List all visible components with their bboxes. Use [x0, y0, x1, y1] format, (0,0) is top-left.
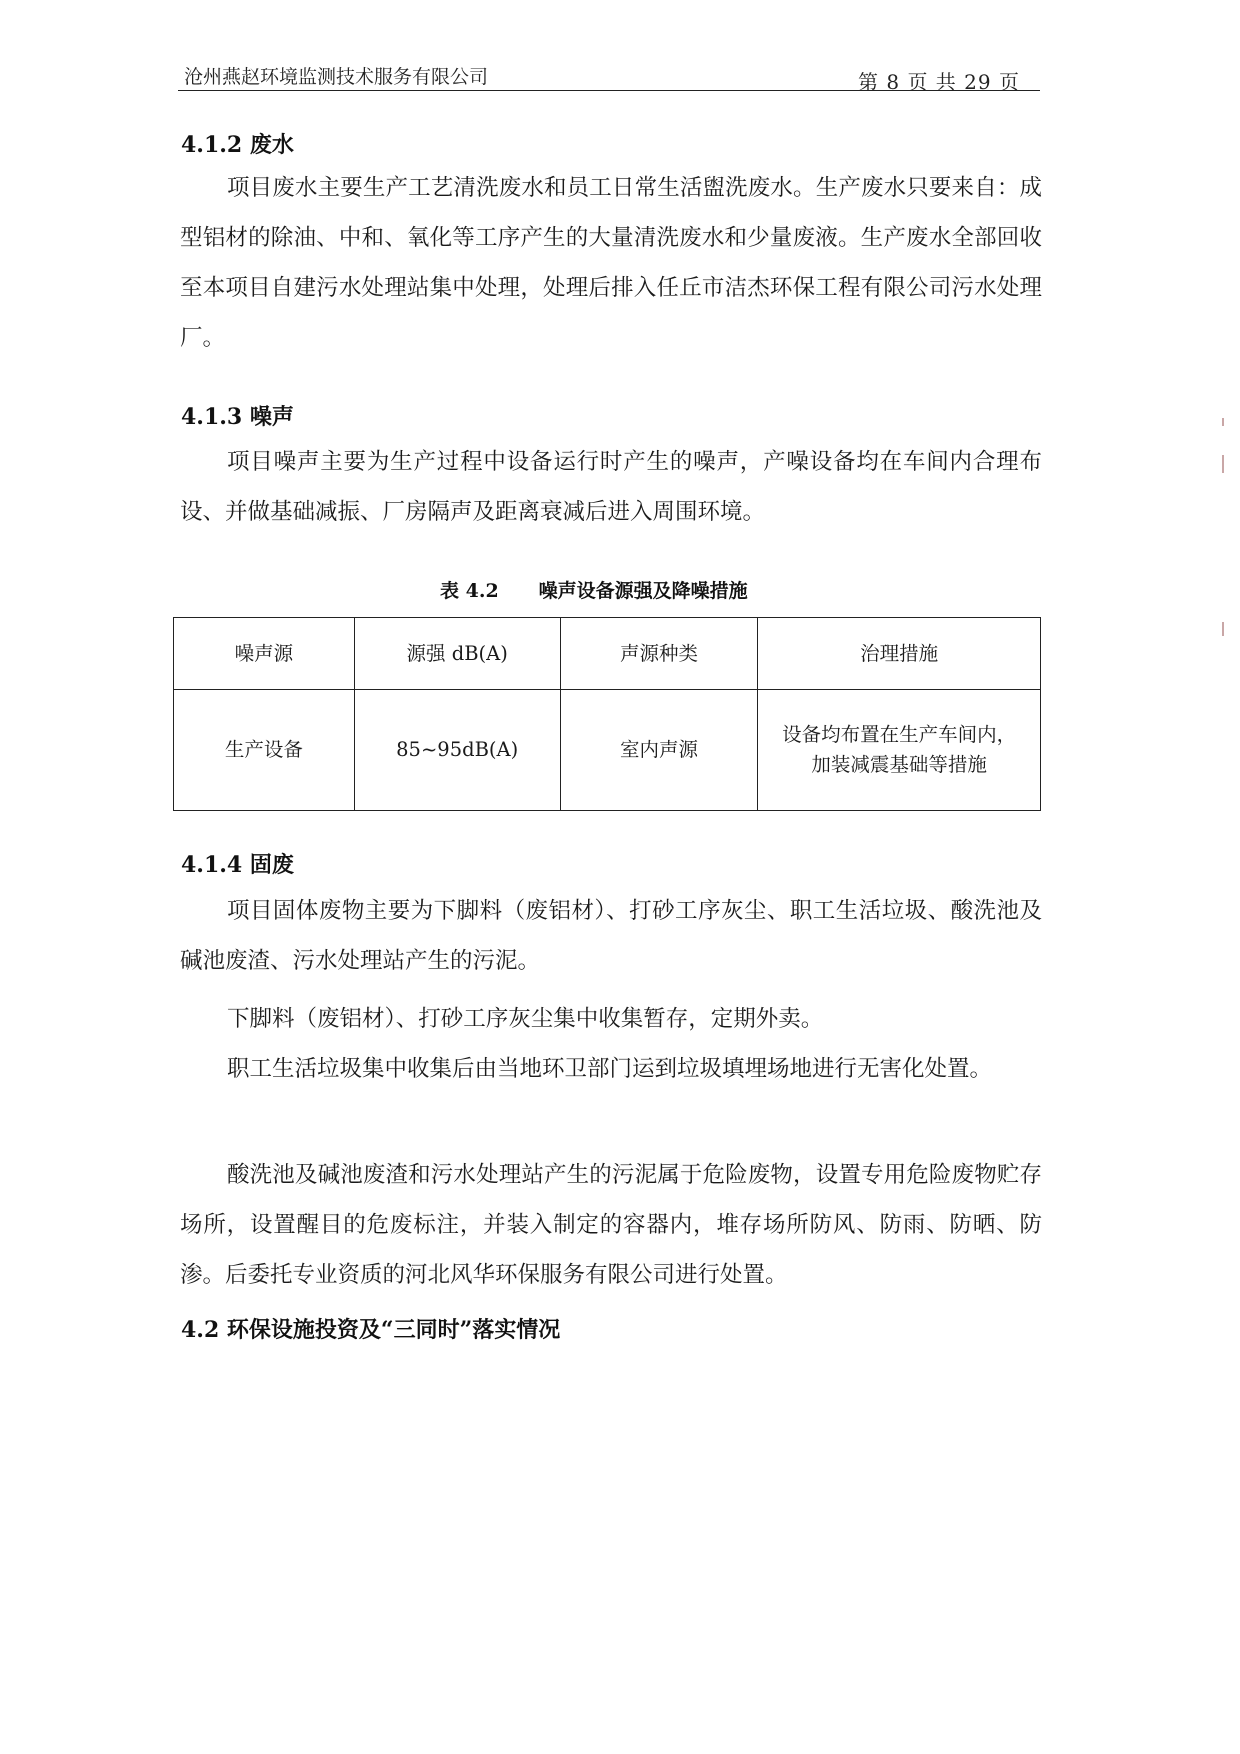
- heading-wastewater: 4.1.2 废水: [181, 132, 294, 158]
- paragraph-noise: 项目噪声主要为生产过程中设备运行时产生的噪声，产噪设备均在车间内合理布设、并做基础减振、厂房隔声及距离衰减后进入周围环境。: [180, 449, 1042, 525]
- table-header-row: [174, 618, 1041, 690]
- heading-noise: 4.1.3 噪声: [181, 404, 294, 430]
- table-header-cell: 噪声源: [174, 618, 355, 690]
- scan-mark: [1222, 418, 1224, 426]
- noise-table: [173, 617, 1041, 811]
- header-company: 沧州燕赵环境监测技术服务有限公司: [184, 66, 489, 88]
- measure-line-2: 加装减震基础等措施: [811, 753, 987, 776]
- paragraph-solid-waste-3: 职工生活垃圾集中收集后由当地环卫部门运到垃圾填埋场地进行无害化处置。: [227, 1056, 993, 1082]
- table-caption: [440, 576, 748, 603]
- scan-mark: [1222, 455, 1224, 473]
- table-header-cell: 治理措施: [758, 618, 1041, 690]
- paragraph-solid-waste-2: 下脚料（废铝材）、打砂工序灰尘集中收集暂存，定期外卖。: [227, 1006, 824, 1032]
- table-caption-number: 表 4.2: [440, 580, 499, 602]
- paragraph-solid-waste-1: 项目固体废物主要为下脚料（废铝材）、打砂工序灰尘、职工生活垃圾、酸洗池及碱池废渣、污水处理站产生的污泥。: [180, 898, 1042, 974]
- measure-line-1: 设备均布置在生产车间内，: [782, 723, 1017, 746]
- heading-investment: 4.2 环保设施投资及“三同时”落实情况: [181, 1317, 561, 1343]
- header-divider: [178, 90, 1040, 91]
- table-row: [174, 690, 1041, 811]
- header-page-info: 第 8 页 共 29 页: [858, 70, 1020, 94]
- table-caption-title: 噪声设备源强及降噪措施: [538, 580, 748, 602]
- table-header-cell: 声源种类: [560, 618, 758, 690]
- heading-solid-waste: 4.1.4 固废: [181, 852, 294, 878]
- table-header-cell: 源强 dB(A): [354, 618, 560, 690]
- cell-source-level: 85~95dB(A): [354, 690, 560, 811]
- cell-source-type: 室内声源: [560, 690, 758, 811]
- paragraph-solid-waste-4: 酸洗池及碱池废渣和污水处理站产生的污泥属于危险废物，设置专用危险废物贮存场所，设置醒目的危废标注，并装入制定的容器内，堆存场所防风、防雨、防晒、防渗。后委托专业资质的河北风华环保服务有限公司进行处置。: [180, 1162, 1042, 1288]
- cell-noise-source: 生产设备: [174, 690, 355, 811]
- scan-mark: [1222, 622, 1224, 636]
- paragraph-wastewater: 项目废水主要生产工艺清洗废水和员工日常生活盥洗废水。生产废水只要来自：成型铝材的除油、中和、氧化等工序产生的大量清洗废水和少量废液。生产废水全部回收至本项目自建污水处理站集中处理，处理后排入任丘市洁杰环保工程有限公司污水处理厂。: [180, 175, 1042, 351]
- cell-treatment-measure: [758, 690, 1041, 811]
